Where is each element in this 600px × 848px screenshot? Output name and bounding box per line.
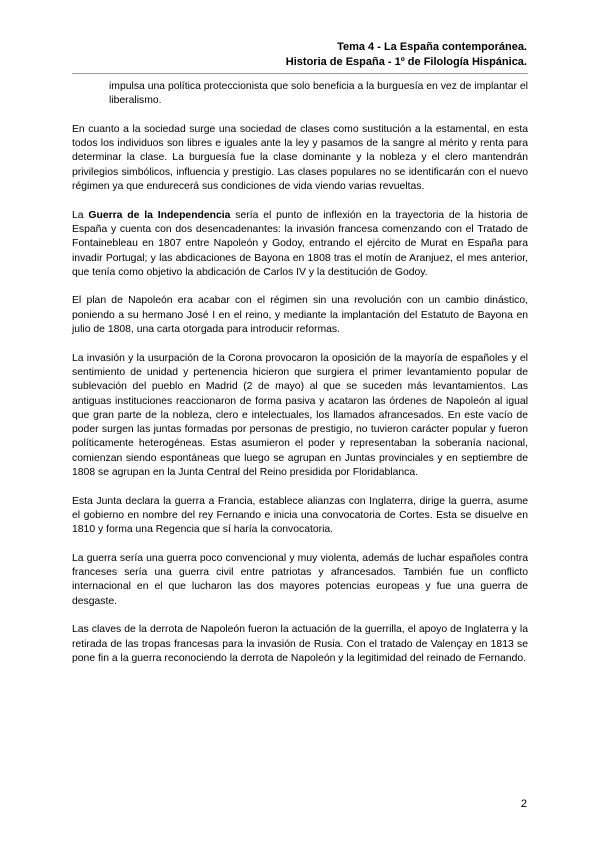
header-title: Tema 4 - La España contemporánea. (337, 41, 527, 53)
paragraph-war-nature: La guerra sería una guerra poco convencional y muy violenta, además de luchar españoles contra franceses sería una guerra civil entre patriotas y afrancesados. También fue un conflicto internacional en el que lucharon las dos mayores potencias europeas y fue una guerra de desgaste. (72, 552, 528, 607)
paragraph-prefix: La (72, 209, 89, 221)
paragraph-napoleon-plan: El plan de Napoleón era acabar con el régimen sin una revolución con un cambio dinástico, poniendo a su hermano José I en el reino, y mediante la implantación del Estatuto de Bayona en julio de 1808, una carta otorgada para introducir reformas. (72, 295, 528, 336)
header-subtitle: Historia de España - 1º de Filología Hispánica. (285, 56, 527, 68)
header-divider (72, 73, 528, 74)
page-body (72, 80, 528, 680)
page-header (286, 40, 527, 70)
paragraph-independence-war (72, 209, 528, 280)
paragraph-invasion: La invasión y la usurpación de la Corona provocaron la oposición de la mayoría de españoles y el sentimiento de unidad y pertenencia hicieron que surgiera el primer levantamiento popular de sublevación del pueblo en Madrid (2 de mayo) al que se suceden más levantamientos. Las antiguas instituciones reaccionaron de forma pasiva y acataron las órdenes de Napoleón al igual que gran parte de la nobleza, clero e intelectuales, los llamados afrancesados. En este vacío de poder surgen las juntas formadas por personas de prestigio, no tuvieron carácter popular y fueron políticamente heterogéneas. Estas asumieron el poder y representaban la soberanía nacional, comienzan siendo espontáneas que luego se agrupan en Juntas provinciales y en septiembre de 1808 se agrupan en la Junta Central del Reino presidida por Floridablanca. (72, 352, 528, 479)
bold-term: Guerra de la Independencia (88, 209, 231, 221)
paragraph-junta: Esta Junta declara la guerra a Francia, establece alianzas con Inglaterra, dirige la guerra, asume el gobierno en nombre del rey Fernando e inicia una convocatoria de Cortes. Esta se disuelve en 1810 y forma una Regencia que sí haría la convocatoria. (72, 495, 528, 536)
page-number: 2 (520, 798, 527, 810)
paragraph-society: En cuanto a la sociedad surge una sociedad de clases como sustitución a la estamental, en esta todos los individuos son libres e iguales ante la ley y pasamos de la sangre al mérito y renta para determinar la clase. La burguesía fue la clase dominante y la nobleza y el clero mantendrán privilegios simbólicos, influencia y prestigio. Las clases populares no se identificarán con el nuevo régimen ya que endurecerá sus condiciones de vida viendo varias revueltas. (72, 123, 528, 193)
paragraph-defeat: Las claves de la derrota de Napoleón fueron la actuación de la guerrilla, el apoyo de Inglaterra y la retirada de las tropas francesas para la invasión de Rusia. Con el tratado de Valençay en 1813 se pone fin a la guerra reconociendo la derrota de Napoleón y la legitimidad del reinado de Fernando. (72, 624, 528, 664)
paragraph-continuation: impulsa una política proteccionista que solo beneficia a la burguesía en vez de implantar el liberalismo. (109, 81, 528, 107)
paragraph-rest: sería el punto de inflexión en la trayectoria de la historia de España y cuenta con dos desencadenantes: la invasión francesa comenzando con el Tratado de Fontainebleau en 1807 entre Napoleón y Godoy, entrando el ejército de Murat en España para invadir Portugal; y las abdicaciones de Bayona en 1808 tras el motín de Aranjuez, el mes anterior, que tenía como objetivo la abdicación de Carlos IV y la destitución de Godoy. (72, 209, 528, 278)
